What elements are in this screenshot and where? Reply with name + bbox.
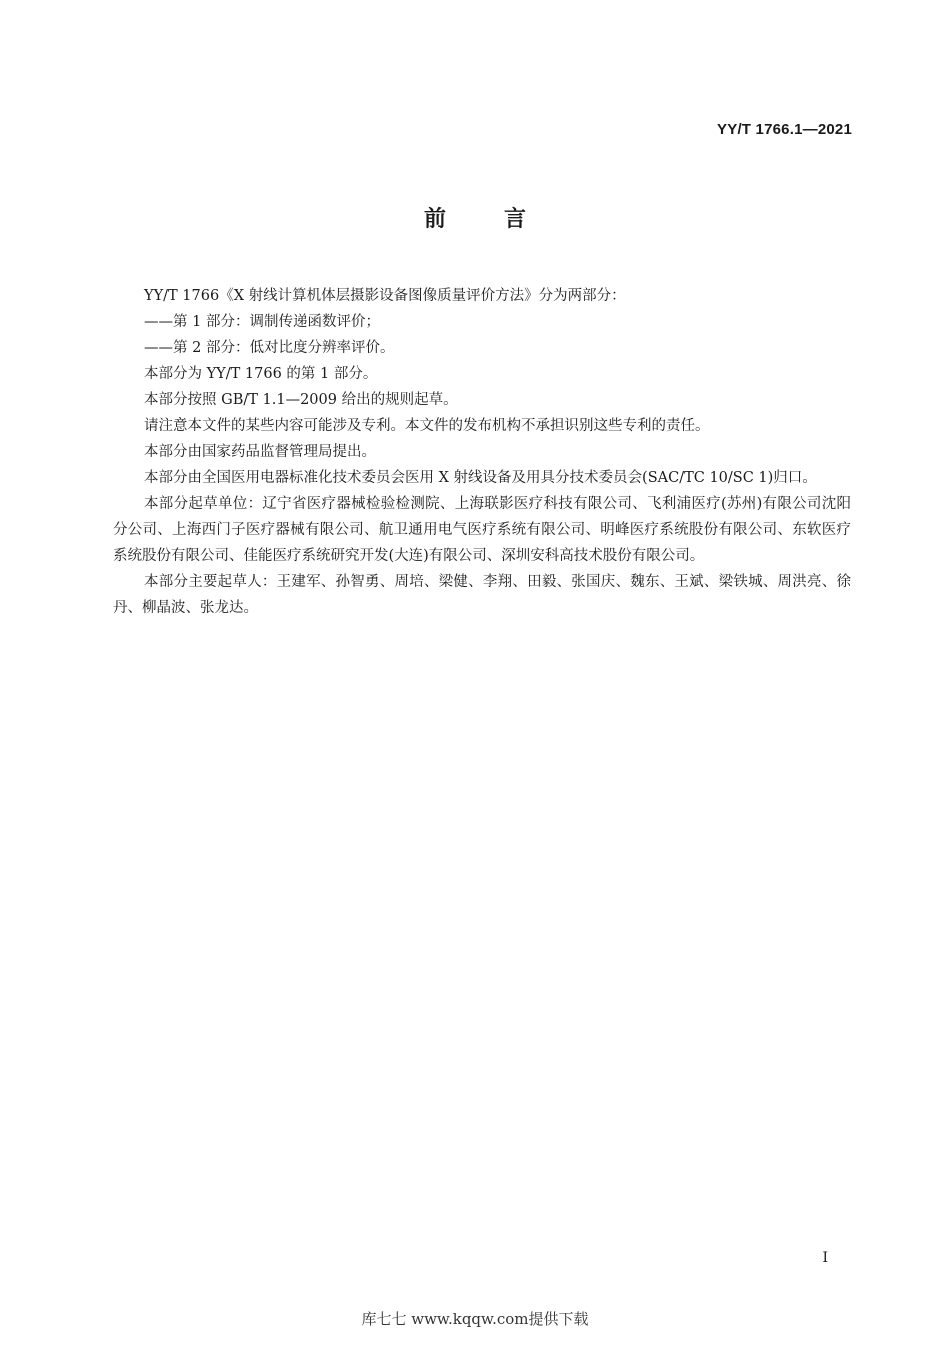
page-title: 前言 — [423, 207, 584, 232]
paragraph: ——第 2 部分：低对比度分辨率评价。 — [144, 340, 395, 356]
paragraph: YY/T 1766《X 射线计算机体层摄影设备图像质量评价方法》分为两部分： — [144, 288, 626, 304]
standard-code: YY/T 1766.1—2021 — [717, 121, 852, 138]
page-number: I — [822, 1250, 828, 1266]
paragraph: 本部分按照 GB/T 1.1—2009 给出的规则起草。 — [144, 392, 458, 408]
download-footer: 库七七 www.kqqw.com提供下载 — [361, 1310, 589, 1328]
paragraph: 本部分由国家药品监督管理局提出。 — [144, 444, 376, 460]
paragraph: 本部分主要起草人：王建军、孙智勇、周培、梁健、李翔、田毅、张国庆、魏东、王斌、梁铁城、周洪亮、徐丹、柳晶波、张龙达。 — [113, 574, 851, 616]
foreword-body — [113, 283, 851, 621]
paragraph: 本部分为 YY/T 1766 的第 1 部分。 — [144, 366, 378, 382]
paragraph: 请注意本文件的某些内容可能涉及专利。本文件的发布机构不承担识别这些专利的责任。 — [144, 418, 710, 434]
paragraph: ——第 1 部分：调制传递函数评价； — [144, 314, 380, 330]
paragraph: 本部分由全国医用电器标准化技术委员会医用 X 射线设备及用具分技术委员会(SAC/TC 10/SC 1)归口。 — [144, 470, 817, 486]
paragraph: 本部分起草单位：辽宁省医疗器械检验检测院、上海联影医疗科技有限公司、飞利浦医疗(苏州)有限公司沈阳分公司、上海西门子医疗器械有限公司、航卫通用电气医疗系统有限公司、明峰医疗系统股份有限公司、东软医疗系统股份有限公司、佳能医疗系统研究开发(大连)有限公司、深圳安科高技术股份有限公司。 — [113, 496, 851, 564]
